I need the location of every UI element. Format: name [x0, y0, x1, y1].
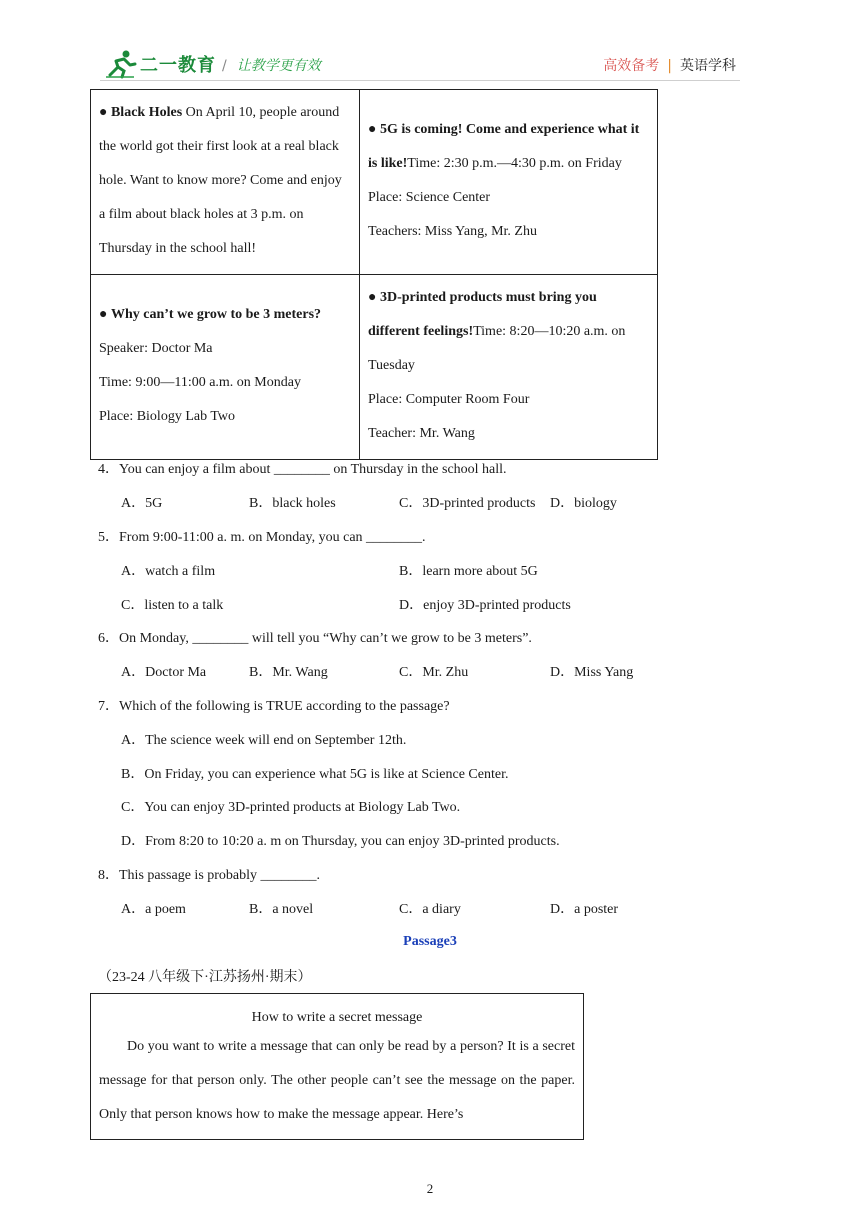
question-option: A．a poem [121, 902, 186, 917]
notice-title: Why can’t we grow to be 3 meters? [110, 307, 322, 322]
page-number: 2 [426, 1181, 434, 1196]
passage-body: Do you want to write a message that can only be read by a person? It is a secret message for that person only. The other people can’t see the message on the paper. Only that person knows how to make the message appear. Here’s [99, 1039, 575, 1122]
question-option: B．a novel [249, 902, 314, 917]
slogan-text: 让教学更有效 [236, 58, 321, 74]
question-option: D．Miss Yang [550, 665, 634, 680]
notice-cell-grow: ● Why can’t we grow to be 3 meters?Speaker: Doctor Ma Time: 9:00—11:00 a.m. on Monday Place: Biology Lab Two [91, 275, 360, 460]
notice-line: Teachers: Miss Yang, Mr. Zhu [368, 224, 537, 239]
question-option: D．a poster [550, 902, 619, 917]
notice-body: On April 10, people around the world got their first look at a real black hole. Want to know more? Come and enjoy a film about black holes at 3 p.m. on Thursday in the school hall! [99, 105, 342, 256]
question-option: D．biology [550, 496, 617, 511]
notice-cell-5g: ● 5G is coming! Come and experience what it is like!Time: 2:30 p.m.—4:30 p.m. on Friday Place: Science Center Teachers: Miss Yang, Mr. Zhu [360, 90, 658, 275]
question-stem: 7．Which of the following is TRUE according to the passage? [98, 699, 450, 714]
question-stem: 4．You can enjoy a film about ________ on Thursday in the school hall. [98, 462, 507, 477]
question-option: A．5G [121, 496, 163, 511]
question-option: C．listen to a talk [121, 598, 224, 613]
question-option: A．Doctor Ma [121, 665, 207, 680]
header-right: 高效备考 | 英语学科 [603, 58, 736, 74]
question-stem: 5．From 9:00-11:00 a. m. on Monday, you can ________. [98, 530, 426, 545]
notice-title: 5G is coming! Come and experience what it is like! [368, 122, 640, 171]
notice-table [90, 89, 658, 460]
header-divider [100, 80, 740, 81]
question-option: B．Mr. Wang [249, 665, 328, 680]
header-tagline: 高效备考 [603, 58, 660, 74]
notice-title: Black Holes [110, 105, 183, 120]
notice-line: Place: Biology Lab Two [99, 409, 236, 424]
question-option: B．black holes [249, 496, 336, 511]
header-subject: 英语学科 [680, 58, 736, 74]
passage-heading: Passage3 [403, 934, 457, 949]
notice-body: Time: 2:30 p.m.—4:30 p.m. on Friday [407, 156, 622, 171]
question-option: B．learn more about 5G [399, 564, 538, 579]
logo [104, 48, 216, 80]
notice-cell-3d: ● 3D-printed products must bring you different feelings!Time: 8:20—10:20 a.m. on Tuesday Place: Computer Room Four Teacher: Mr. Wang [360, 275, 658, 460]
question-option: A．watch a film [121, 564, 216, 579]
table-row [91, 90, 658, 275]
notice-title: 3D-printed products must bring you different feelings! [368, 290, 597, 339]
question-option: C．You can enjoy 3D-printed products at Biology Lab Two. [121, 800, 461, 815]
question-option: A．The science week will end on September 12th. [121, 733, 407, 748]
notice-line: Time: 9:00—11:00 a.m. on Monday [99, 375, 301, 390]
question-option: C．Mr. Zhu [399, 665, 469, 680]
logo-text: 二一教育 [140, 55, 216, 76]
passage-box [90, 993, 584, 1140]
question-option: C．a diary [399, 902, 461, 917]
notice-line: Teacher: Mr. Wang [368, 426, 475, 441]
passage-source: （23-24 八年级下·江苏扬州·期末） [98, 970, 312, 985]
notice-body: Time: 8:20—10:20 a.m. on Tuesday [368, 324, 626, 373]
question-option: D．enjoy 3D-printed products [399, 598, 571, 613]
notice-line: Place: Science Center [368, 190, 491, 205]
question-stem: 6．On Monday, ________ will tell you “Why can’t we grow to be 3 meters”. [98, 631, 532, 646]
slogan: / 让教学更有效 [222, 58, 321, 74]
notice-body: Speaker: Doctor Ma [99, 341, 213, 356]
question-option: D．From 8:20 to 10:20 a. m on Thursday, you can enjoy 3D-printed products. [121, 834, 560, 849]
notice-line: Place: Computer Room Four [368, 392, 530, 407]
table-row [91, 275, 658, 460]
question-option: C．3D-printed products [399, 496, 536, 511]
notice-cell-black-holes: ● Black Holes On April 10, people around the world got their first look at a real black hole. Want to know more? Come and enjoy a film about black holes at 3 p.m. on Thursday in the school hall! [91, 90, 360, 275]
runner-logo-icon [104, 49, 138, 79]
question-option: B．On Friday, you can experience what 5G is like at Science Center. [121, 767, 509, 782]
question-stem: 8．This passage is probably ________. [98, 868, 321, 883]
passage-title: How to write a secret message [251, 1010, 423, 1025]
page-header [0, 0, 860, 86]
